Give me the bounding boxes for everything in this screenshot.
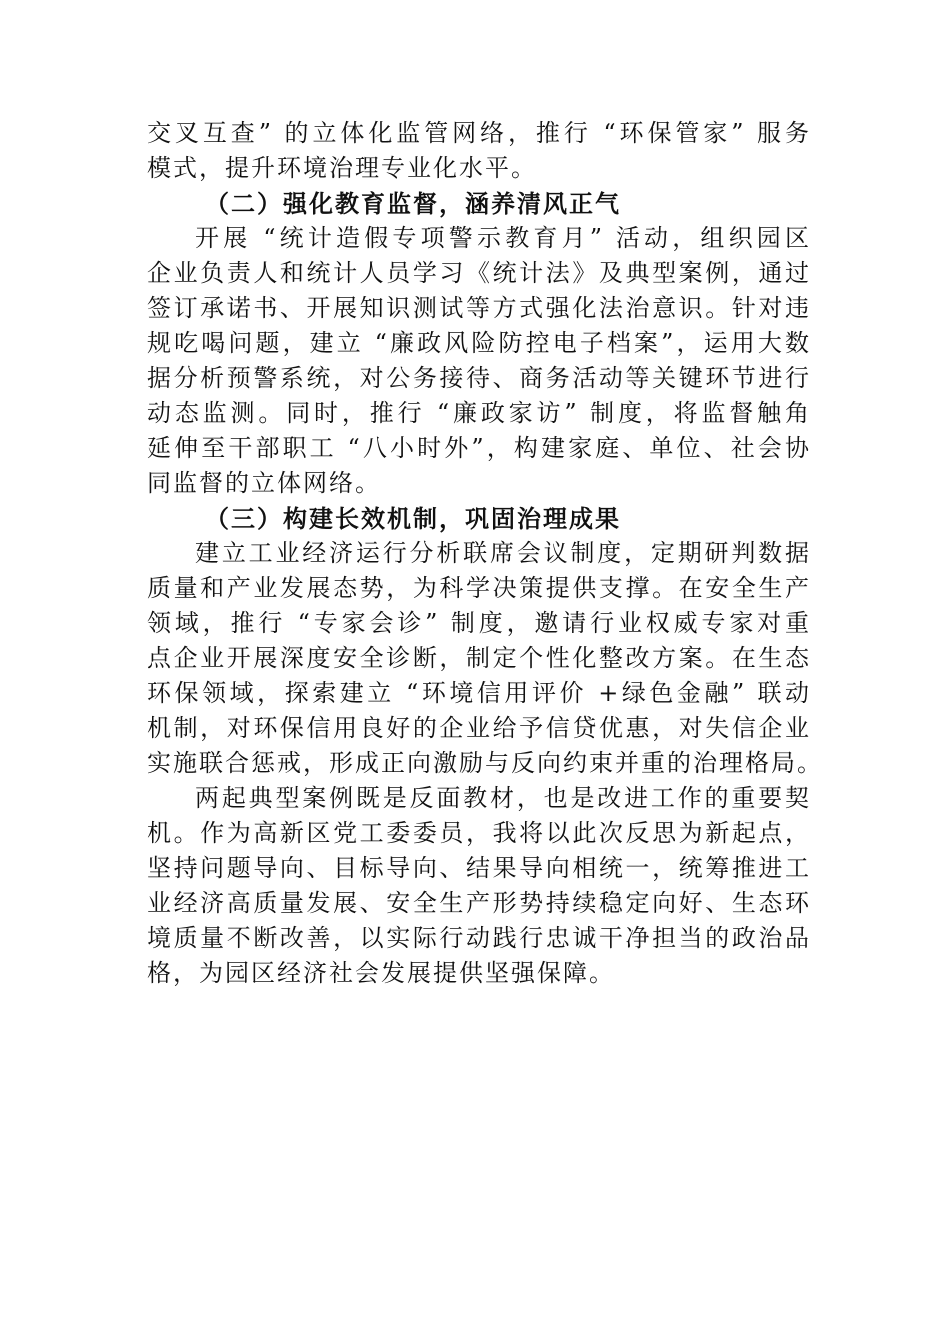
- paragraph-line: 境质量不断改善，以实际行动践行忠诚干净担当的政治品: [147, 924, 811, 952]
- document-body: [147, 116, 823, 991]
- paragraph-line: 建立工业经济运行分析联席会议制度，定期研判数据: [195, 539, 811, 567]
- paragraph-line: 机制，对环保信用良好的企业给予信贷优惠，对失信企业: [147, 714, 811, 742]
- paragraph-line: 交叉互查” 的立体化监管网络，推行 “环保管家” 服务: [147, 119, 811, 147]
- paragraph-line: 坚持问题导向、目标导向、结果导向相统一，统筹推进工: [147, 854, 811, 882]
- section-heading: （二）强化教育监督，涵养清风正气: [205, 189, 621, 218]
- paragraph-line: 质量和产业发展态势，为科学决策提供支撑。在安全生产: [147, 574, 811, 602]
- paragraph-line: 机。作为高新区党工委委员，我将以此次反思为新起点，: [147, 819, 811, 847]
- paragraph-line: 模式，提升环境治理专业化水平。: [147, 154, 537, 182]
- section-2: [147, 186, 811, 501]
- section-heading: （三）构建长效机制，巩固治理成果: [205, 504, 621, 533]
- paragraph-line: 同监督的立体网络。: [147, 469, 381, 497]
- paragraph-line: 领域，推行 “专家会诊” 制度，邀请行业权威专家对重: [147, 609, 811, 637]
- paragraph-line: 环保领域，探索建立 “环境信用评价 +绿色金融” 联动: [147, 679, 811, 707]
- paragraph-line: 企业负责人和统计人员学习《统计法》及典型案例，通过: [147, 259, 811, 287]
- paragraph-line: 开展 “统计造假专项警示教育月” 活动，组织园区: [195, 224, 811, 252]
- paragraph-line: 点企业开展深度安全诊断，制定个性化整改方案。在生态: [147, 644, 811, 672]
- continued-paragraph: [147, 116, 811, 186]
- paragraph-line: 业经济高质量发展、安全生产形势持续稳定向好、生态环: [147, 889, 811, 917]
- paragraph-line: 延伸至干部职工 “八小时外”，构建家庭、单位、社会协: [147, 434, 811, 462]
- paragraph-line: 实施联合惩戒，形成正向激励与反向约束并重的治理格局。: [147, 749, 823, 777]
- paragraph-line: 签订承诺书、开展知识测试等方式强化法治意识。针对违: [147, 294, 811, 322]
- section-3: [147, 501, 823, 781]
- paragraph-line: 格，为园区经济社会发展提供坚强保障。: [147, 959, 615, 987]
- paragraph-line: 据分析预警系统，对公务接待、商务活动等关键环节进行: [147, 364, 811, 392]
- paragraph-line: 两起典型案例既是反面教材，也是改进工作的重要契: [195, 784, 811, 812]
- paragraph-line: 动态监测。同时，推行 “廉政家访” 制度，将监督触角: [147, 399, 811, 427]
- paragraph-line: 规吃喝问题，建立 “廉政风险防控电子档案”，运用大数: [147, 329, 811, 357]
- closing-paragraph: [147, 781, 811, 991]
